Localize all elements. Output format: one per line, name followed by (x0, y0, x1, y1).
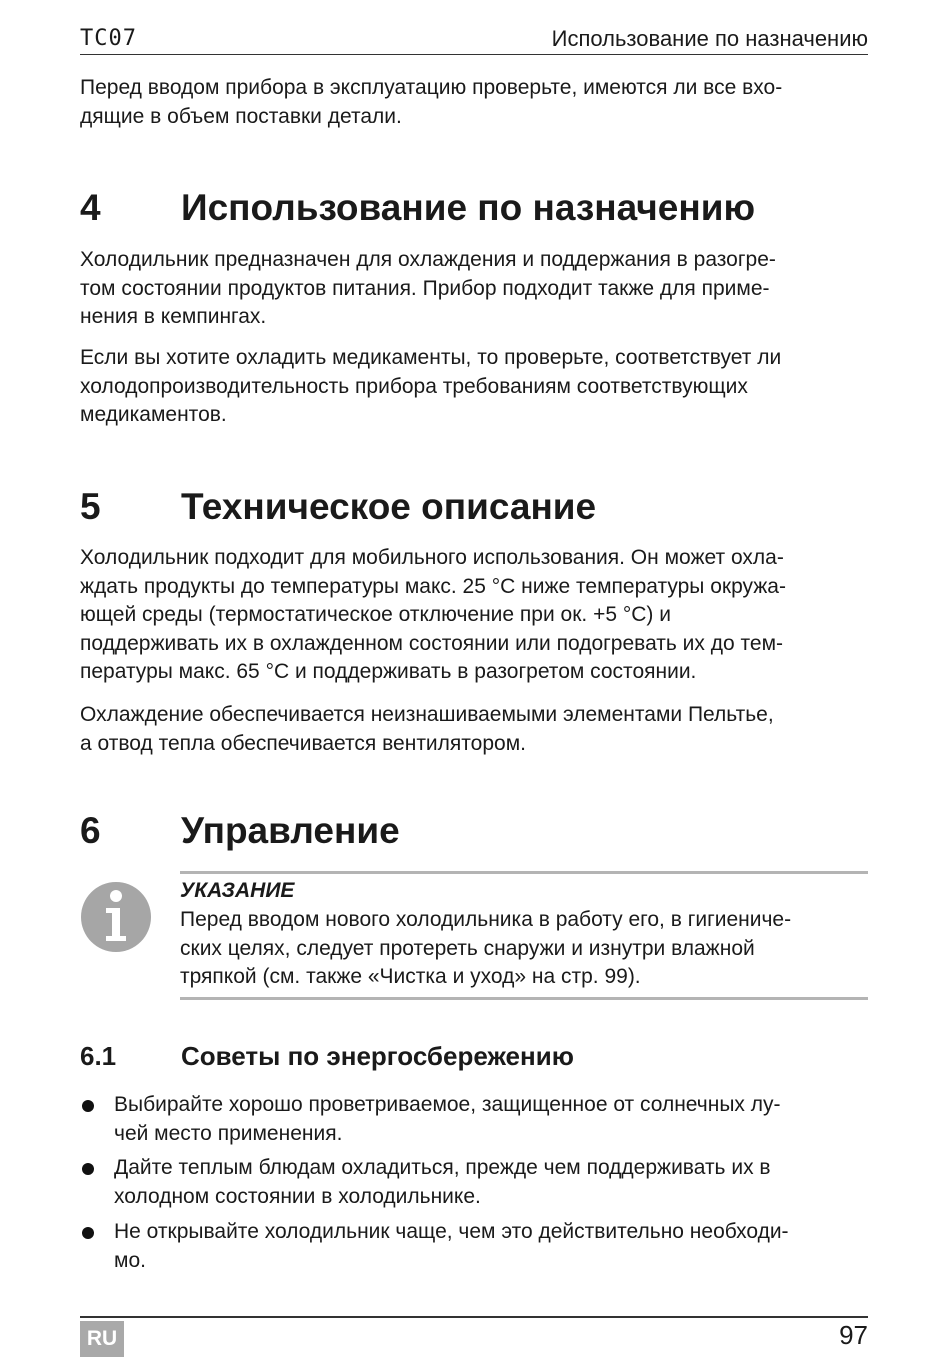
section-4-heading: 4 Использование по назначению (80, 187, 756, 228)
info-icon (80, 881, 152, 953)
running-header-title: Использование по назначению (551, 26, 868, 51)
intro-paragraph: Перед вводом прибора в эксплуатацию проверьте, имеются ли все вхо- дящие в объем поставки детали. (80, 76, 783, 128)
section-6-1-heading: 6.1 Советы по энергосбережению (80, 1041, 574, 1071)
section-5-paragraph-1: Холодильник подходит для мобильного использования. Он может охла- ждать продукты до температуры макс. 25 °C ниже температуры окружа- ющей среды (термостатическое отключение при ок. +5 °C) и поддерживать их в охлажденном состоянии или подогревать их до тем- пературы макс. 65 °C и поддерживать в разогретом состоянии. (80, 546, 786, 683)
section-5-heading: 5 Техническое описание (80, 486, 597, 527)
note-bottom-rule (180, 997, 868, 1000)
bullet-dot (82, 1100, 94, 1112)
page-number: 97 (839, 1320, 868, 1350)
note-top-rule (180, 871, 868, 874)
language-badge: RU (80, 1321, 124, 1357)
section-4-paragraph-1: Холодильник предназначен для охлаждения и поддержания в разогре- том состоянии продуктов питания. Прибор подходит также для приме- нения в кемпингах. (80, 248, 776, 328)
section-5-paragraph-2: Охлаждение обеспечивается неизнашиваемыми элементами Пельтье, а отвод тепла обеспечивается вентилятором. (80, 703, 774, 755)
section-6-heading: 6 Управление (80, 810, 400, 851)
bullet-dot (82, 1163, 94, 1175)
note-text: Перед вводом нового холодильника в работу его, в гигиениче- ских целях, следует протереть снаружи и изнутри влажной тряпкой (см. также «Чистка и уход» на стр. 99). (180, 908, 792, 988)
page-header (80, 24, 868, 55)
section-4-paragraph-2: Если вы хотите охладить медикаменты, то проверьте, соответствует ли холодопроизводительность прибора требованиям соответствующих медикаментов. (80, 346, 782, 426)
bullet-dot (82, 1227, 94, 1239)
note-title: УКАЗАНИЕ (180, 879, 295, 902)
model-code: TC07 (80, 26, 137, 51)
footer-rule (80, 1316, 868, 1318)
